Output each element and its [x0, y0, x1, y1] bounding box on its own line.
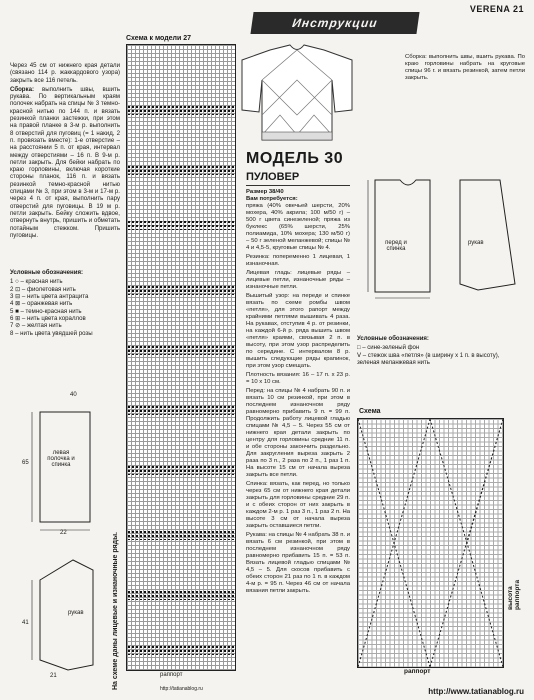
left-legend	[10, 278, 120, 336]
grid-band	[127, 465, 235, 475]
schema-rapport: раппорт	[404, 668, 431, 675]
legend-item: 4 ⊠ – оранжевая нить	[10, 300, 73, 308]
assembly-right: Сборка: выполнить швы, вшить рукава. По краю горловины набрать на круговые спицы 96 г. и вязать резинкой, затем петли закрыть.	[405, 54, 525, 81]
grid-band	[127, 590, 235, 600]
grid-band	[127, 405, 235, 415]
grid-band	[127, 105, 235, 115]
model-subtitle: ПУЛОВЕР	[246, 171, 300, 183]
grid-vertical-note: На схеме даны лицевые и изнаночные ряды.	[112, 531, 119, 690]
right-legend-title: Условные обозначения:	[357, 336, 429, 342]
grid-band	[127, 165, 235, 175]
rib: Резинка: попеременно 1 лицевая, 1 изнаночная.	[246, 254, 350, 267]
right-legend	[357, 336, 522, 367]
right-column	[405, 54, 525, 84]
assembly-label: Сборка:	[10, 85, 34, 93]
pattern: Вышитый узор: на переде и спинке вязать по схеме ромбы швом «петля», для этого рапорт между крайними петлями вышивать 4 раза. На рукавах, отступив 4 р. от резинки, на каждой 6-й р. ряда вышить швом «петля» краями, связывая 2 п. в высоту, при этом узор распределить по середине. С интервалом 8 р. вышить следующие ряды крапинок, при этом узор смещать.	[246, 293, 350, 369]
legend-item: 1 ○ – красная нить	[10, 278, 63, 286]
left-p2: выполнить швы, вшить рукава. По вертикальным краям полочек набрать на спицы № 3 темно-красной нитью по 144 п. и вязать резинкой планки застежки, при этом на правой планке в 3-м р. выполнить 8 отверстий для пуговиц (= 1 накид, 2 п. провязать вместе): 1-е отверстие – на расстоянии 5 п. от края, интервал между отверстиями – 16 п. В 9-м р. петли закрыть. Для бейки набрать по краю горловины, включая короткие стороны планок, 116 п. и вязать резинкой темно-красной нитью спицами № 3, при этом в 3-м и 17-м р. через 4 п. от края, выполнить пару отверстий для пуговицы. В 19 м р. петли закрыть. Бейку сложить вдвое, отвернуть внутрь, пришить и обметать потайным стежком. Пришить пуговицы.	[10, 85, 120, 239]
materials: пряжа (40% овечьей шерсти, 20% мохера, 40% акрила; 100 м/50 г) – 500 г цвета синезеленой; пряжа из буклекс (65% шерсти, 25% полиамида, 10% мохера; 130 м/50 г) – 50 г зеленой меланжевой; спицы № 4 и 4,5-5, круговые спицы № 4.	[246, 203, 350, 251]
grid-band	[127, 645, 235, 655]
legend-item: 2 ⊡ – фиолетовая нить	[10, 285, 76, 293]
grid-band	[127, 530, 235, 540]
schematic-front-back: перед и спинка	[385, 240, 407, 252]
legend-item-right: □ – сине-зеленый фон	[357, 345, 420, 352]
size: Размер 38/40	[246, 189, 284, 195]
legend-item-right: Ⅴ – стежок шва «петля» (в ширину х 1 п. в высоту), зеленая меланжевая нить	[357, 352, 500, 366]
materials-label: Вам потребуется:	[246, 196, 298, 202]
left-p1: Через 45 см от нижнего края детали (связано 114 р. жаккардового узора) закрыть все 116 петель.	[10, 62, 120, 84]
title-divider	[246, 185, 350, 186]
schema-rapport-height: высота раппорта	[507, 579, 521, 610]
model-title: МОДЕЛЬ 30	[246, 150, 344, 167]
grid-title: Схема к модели 27	[126, 35, 192, 42]
legend-item: 6 ⊞ – нить цвета кораллов	[10, 314, 86, 322]
header-brand: VERENA 21	[469, 4, 524, 14]
sleeve-instructions: Рукава: на спицы № 4 набрать 38 п. и вязать 6 см резинкой, при этом в последнем изнаночном ряду равномерно прибавить 15 п. = 53 п. Вязать лицевой гладью спицами № 4,5 – 5. Для скосов прибавить с обеих сторон 21 раз по 1 п. в каждом 4-м р. = 95 п. Через 46 см от начала вязания петли закрыть.	[246, 532, 350, 594]
grid-url: http://tatianablog.ru	[160, 686, 203, 692]
back-instructions: Спинка: вязать, как перед, но только через 65 см от нижнего края детали закрыть для горловины средние 29 п. и с обеих сторон от них закрыть в каждом 2-м р. 1 раз 3 п., 1 раз 2 п. На высоте 3 см от начала выреза закрыть оставшиеся петли.	[246, 481, 350, 529]
schematic-sleeve-label: рукав	[68, 610, 84, 616]
diamond-lines	[358, 419, 503, 667]
knitting-grid	[126, 44, 236, 671]
legend-item: 8 – нить цвета увядшей розы	[10, 329, 93, 337]
legend-item: 3 ⊟ – нить цвета антрацита	[10, 293, 89, 301]
sweater-illustration	[240, 40, 355, 148]
grid-band	[127, 285, 235, 295]
dim-40: 40	[70, 392, 77, 398]
left-column	[10, 62, 120, 337]
header-banner: Инструкции	[250, 12, 419, 34]
cardigan-schematic	[18, 390, 118, 680]
left-legend-title: Условные обозначения:	[10, 269, 84, 277]
legend-item: 7 ⊘ – желтая нить	[10, 322, 62, 330]
diamond-chart	[357, 418, 504, 668]
middle-column	[246, 189, 350, 597]
front-instructions: Перед: на спицы № 4 набрать 90 п. и вязать 10 см резинкой, при этом в последнем изнаночном ряду равномерно прибавить 9 п. = 99 п. Продолжить работу лицевой гладью спицами № 4,5 – 5. Через 55 см от нижнего края детали закрыть по центру для горловины средние 11 п. и обе стороны закончить раздельно. Для закругления выреза закрыть 2 раза по 3 п., 2 раза по 2 п., 1 раз 1 п. На высоте 15 см от начала выреза закрыть все петли.	[246, 388, 350, 478]
stockinette: Лицевая гладь: лицевые ряды – лицевые петли, изнаночные ряды – изнаночные петли.	[246, 270, 350, 290]
grid-rapport: раппорт	[160, 672, 183, 678]
dim-22: 22	[60, 530, 67, 536]
schematic-sleeve-right: рукав	[468, 240, 484, 246]
page-url: http://www.tatianablog.ru	[428, 687, 524, 696]
density: Плотность вязания: 16 – 17 п. х 23 р. = 10 х 10 см.	[246, 372, 350, 385]
grid-band	[127, 220, 235, 230]
schema-title: Схема	[359, 408, 381, 415]
grid-band	[127, 345, 235, 355]
dim-65: 65	[22, 460, 29, 466]
schematic-front-label: левая полочка и спинка	[47, 450, 75, 468]
legend-item: 5 ■ – темно-красная нить	[10, 307, 82, 315]
dim-41: 41	[22, 620, 29, 626]
dim-21: 21	[50, 673, 57, 679]
